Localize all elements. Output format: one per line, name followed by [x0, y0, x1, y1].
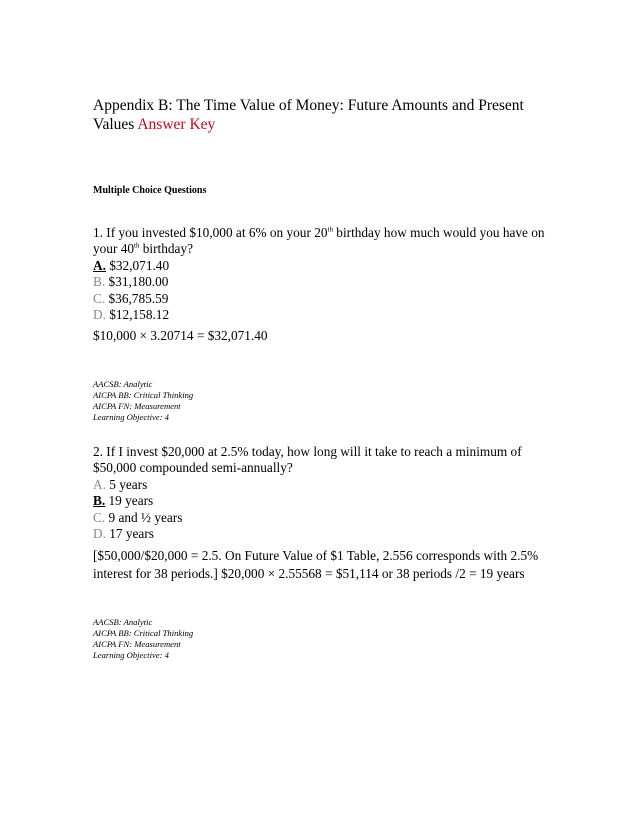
q1-sup2: th [134, 241, 140, 250]
q1-meta-aicpa-bb: AICPA BB: Critical Thinking [93, 390, 194, 400]
q1-option-b-text: $31,180.00 [105, 274, 169, 290]
q2-option-d-letter: D. [93, 526, 106, 542]
q1-option-d [93, 307, 563, 323]
q2-option-c [93, 510, 563, 526]
q1-option-d-text: $12,158.12 [105, 307, 170, 323]
q2-option-b-text: 19 years [105, 493, 154, 509]
q1-option-c [93, 291, 563, 307]
q1-option-c-letter: C. [93, 290, 106, 306]
q2-option-a-text: 5 years [105, 476, 148, 492]
question-1 [93, 225, 563, 323]
question-1-stem [93, 225, 563, 258]
q1-stem-part2: birthday how much would you have on your 40 [93, 225, 545, 257]
q1-stem-part1: 1. If you invested $10,000 at 6% on your 20 [93, 225, 328, 240]
section-heading: Multiple Choice Questions [93, 185, 207, 196]
q1-stem-part3: birthday? [139, 241, 193, 257]
q1-explanation: $10,000 × 3.20714 = $32,071.40 [93, 328, 268, 343]
q2-option-c-text: 9 and ½ years [105, 509, 183, 525]
q2-meta-aicpa-bb: AICPA BB: Critical Thinking [93, 628, 194, 638]
q2-option-d [93, 526, 563, 542]
q2-explanation: [$50,000/$20,000 = 2.5. On Future Value of $1 Table, 2.556 corresponds with 2.5% interest for 38 periods.] $20,000 × 2.55568 = $51,114 or 38 periods /2 = 19 years [93, 548, 539, 581]
q1-option-c-text: $36,785.59 [105, 290, 169, 306]
q1-option-d-letter: D. [93, 307, 106, 323]
q2-option-b-letter: B. [93, 493, 106, 509]
question-2-stem: 2. If I invest $20,000 at 2.5% today, how long will it take to reach a minimum of $50,000 compounded semi-annually? [93, 444, 522, 476]
q2-meta-aacsb: AACSB: Analytic [93, 617, 153, 627]
q1-meta-aicpa-fn: AICPA FN: Measurement [93, 401, 181, 411]
q2-meta-aicpa-fn: AICPA FN: Measurement [93, 639, 181, 649]
q1-sup1: th [327, 225, 333, 234]
q1-option-a-letter: A. [93, 257, 106, 273]
q1-metadata [93, 379, 193, 423]
q1-option-a-text: $32,071.40 [105, 257, 170, 273]
q1-meta-aacsb: AACSB: Analytic [93, 379, 153, 389]
q2-metadata [93, 617, 193, 661]
q1-option-b-letter: B. [93, 274, 106, 290]
q1-option-b [93, 274, 563, 290]
q1-meta-learning-objective: Learning Objective: 4 [93, 412, 169, 422]
title-text: Appendix B: The Time Value of Money: Future Amounts and Present Values [93, 97, 524, 133]
q2-option-a-letter: A. [93, 476, 106, 492]
q1-option-a [93, 258, 563, 274]
document-title [93, 96, 553, 134]
answer-key-label: Answer Key [137, 116, 216, 133]
q2-meta-learning-objective: Learning Objective: 4 [93, 650, 169, 660]
q2-option-a [93, 477, 563, 493]
q2-option-c-letter: C. [93, 509, 106, 525]
q2-option-d-text: 17 years [105, 526, 154, 542]
question-2 [93, 444, 563, 542]
q2-option-b [93, 493, 563, 509]
